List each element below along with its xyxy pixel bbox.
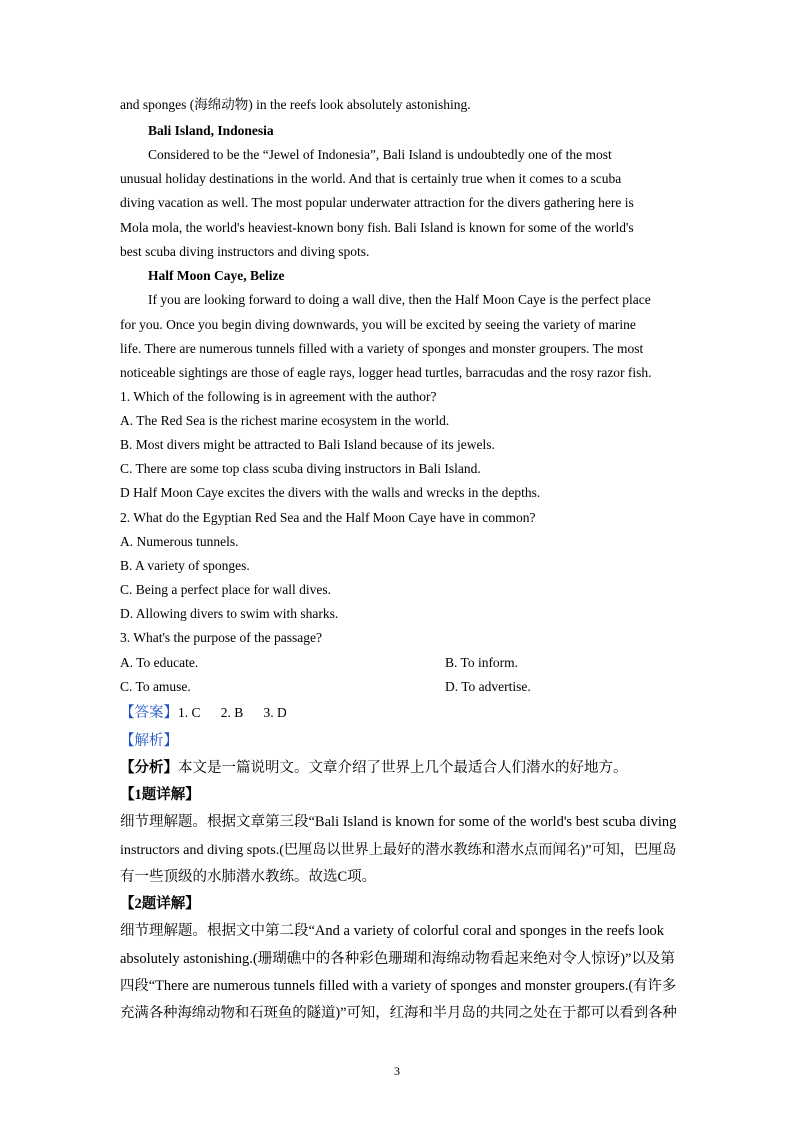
question-3-option-a: A. To educate. — [120, 655, 199, 670]
q2-detail-line: 细节理解题。根据文中第二段“And a variety of colorful coral and sponges in the reefs look — [120, 923, 665, 939]
analysis-label: 【解析】 — [120, 733, 178, 749]
question-2-option-d: D. Allowing divers to swim with sharks. — [120, 606, 339, 621]
analysis-summary — [120, 759, 680, 777]
halfmoon-paragraph-line: for you. Once you begin diving downwards, you will be excited by seeing the variety of marine — [120, 317, 636, 332]
question-2-stem: 2. What do the Egyptian Red Sea and the Half Moon Caye have in common? — [120, 510, 536, 525]
q2-detail-line: absolutely astonishing.(珊瑚礁中的各种彩色珊瑚和海绵动物看起来绝对令人惊讶)”以及第 — [120, 951, 675, 967]
q2-detail-line: 充满各种海绵动物和石斑鱼的隧道)”可知，红海和半月岛的共同之处在于都可以看到各种 — [120, 1005, 677, 1021]
question-1-option-c: C. There are some top class scuba diving instructors in Bali Island. — [120, 461, 481, 476]
q1-detail-line: 细节理解题。根据文章第三段“Bali Island is known for some of the world's best scuba diving — [120, 814, 677, 830]
question-3-options-row-1 — [120, 654, 680, 672]
halfmoon-paragraph-line: If you are looking forward to doing a wall dive, then the Half Moon Caye is the perfect place — [148, 292, 651, 307]
question-2-option-a: A. Numerous tunnels. — [120, 534, 239, 549]
question-3-options-row-2 — [120, 678, 680, 696]
bali-paragraph-line: diving vacation as well. The most popular underwater attraction for the divers gathering here is — [120, 195, 634, 210]
question-1-stem: 1. Which of the following is in agreement with the author? — [120, 389, 437, 404]
question-1-option-d: D Half Moon Caye excites the divers with the walls and wrecks in the depths. — [120, 485, 541, 500]
answer-label: 【答案】 — [120, 705, 178, 721]
question-1-option-b: B. Most divers might be attracted to Bali Island because of its jewels. — [120, 437, 495, 452]
q2-detail-line: 四段“There are numerous tunnels filled with a variety of sponges and monster groupers.(有许多 — [120, 978, 677, 994]
bali-paragraph-line: best scuba diving instructors and diving spots. — [120, 244, 370, 259]
passage-continuation: and sponges (海绵动物) in the reefs look absolutely astonishing. — [120, 97, 471, 112]
question-2-option-c: C. Being a perfect place for wall dives. — [120, 582, 332, 597]
summary-label: 【分析】 — [120, 760, 178, 776]
bali-paragraph-line: Mola mola, the world's heaviest-known bony fish. Bali Island is known for some of the world's — [120, 220, 634, 235]
question-3-option-d: D. To advertise. — [445, 679, 531, 694]
bali-paragraph-line: Considered to be the “Jewel of Indonesia”, Bali Island is undoubtedly one of the most — [148, 147, 612, 162]
bali-paragraph-line: unusual holiday destinations in the world. And that is certainly true when it comes to a scuba — [120, 171, 622, 186]
q1-detail-line: 有一些顶级的水肺潜水教练。故选C项。 — [120, 869, 377, 885]
question-3-option-b: B. To inform. — [445, 655, 519, 670]
halfmoon-paragraph-line: life. There are numerous tunnels filled with a variety of sponges and monster groupers. The most — [120, 341, 644, 356]
q1-detail-label: 【1题详解】 — [120, 787, 200, 803]
question-1-option-a: A. The Red Sea is the richest marine ecosystem in the world. — [120, 413, 450, 428]
q2-detail-label: 【2题详解】 — [120, 896, 200, 912]
answer-line — [120, 704, 680, 722]
halfmoon-heading: Half Moon Caye, Belize — [148, 268, 285, 283]
bali-heading: Bali Island, Indonesia — [148, 123, 274, 138]
q1-detail-line: instructors and diving spots.(巴厘岛以世界上最好的潜水教练和潜水点而闻名)”可知，巴厘岛 — [120, 842, 677, 858]
question-3-option-c: C. To amuse. — [120, 679, 191, 694]
halfmoon-paragraph-line: noticeable sightings are those of eagle rays, logger head turtles, barracudas and the rosy razor fish. — [120, 365, 652, 380]
summary-text: 本文是一篇说明文。文章介绍了世界上几个最适合人们潜水的好地方。 — [178, 760, 628, 776]
answer-text: 1. C 2. B 3. D — [178, 705, 287, 720]
question-2-option-b: B. A variety of sponges. — [120, 558, 250, 573]
page-number: 3 — [394, 1064, 400, 1078]
question-3-stem: 3. What's the purpose of the passage? — [120, 630, 322, 645]
